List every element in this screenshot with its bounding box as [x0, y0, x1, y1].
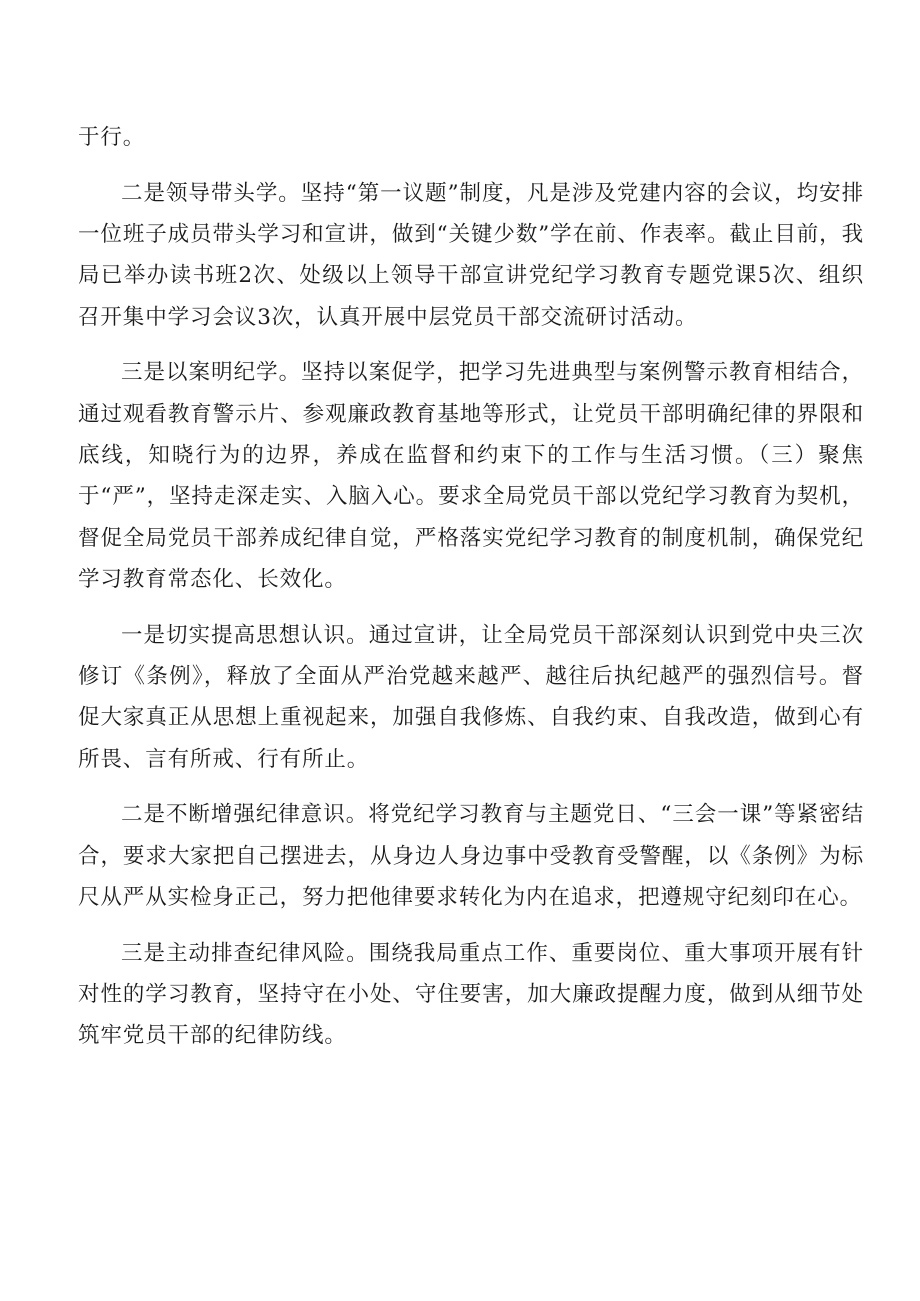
paragraph-leadership-study: 二是领导带头学。坚持“第一议题”制度，凡是涉及党建内容的会议，均安排一位班子成员带头学习和宣讲，做到“关键少数”学在前、作表率。截止目前，我局已举办读书班2次、处级以上领导干部宣讲党纪学习教育专题党课5次、组织召开集中学习会议3次，认真开展中层党员干部交流研讨活动。 [78, 180, 864, 330]
paragraph-raise-awareness: 一是切实提高思想认识。通过宣讲，让全局党员干部深刻认识到党中央三次修订《条例》，释放了全面从严治党越来越严、越往后执纪越严的强烈信号。督促大家真正从思想上重视起来，加强自我修炼、自我约束、自我改造，做到心有所畏、言有所戒、行有所止。 [78, 622, 864, 772]
paragraph-continuation: 于行。 [78, 125, 146, 150]
paragraph-discipline-consciousness: 二是不断增强纪律意识。将党纪学习教育与主题党日、“三会一课”等紧密结合，要求大家把自己摆进去，从身边人身边事中受教育受警醒，以《条例》为标尺从严从实检身正己，努力把他律要求转化为内在追求，把遵规守纪刻印在心。 [78, 802, 864, 911]
paragraph-case-study: 三是以案明纪学。坚持以案促学，把学习先进典型与案例警示教育相结合，通过观看教育警示片、参观廉政教育基地等形式，让党员干部明确纪律的界限和底线，知晓行为的边界，养成在监督和约束下的工作与生活习惯。（三）聚焦于“严”，坚持走深走实、入脑入心。要求全局党员干部以党纪学习教育为契机，督促全局党员干部养成纪律自觉，严格落实党纪学习教育的制度机制，确保党纪学习教育常态化、长效化。 [78, 360, 864, 592]
document-body [78, 117, 864, 1057]
paragraph-risk-screening: 三是主动排查纪律风险。围绕我局重点工作、重要岗位、重大事项开展有针对性的学习教育，坚持守在小处、守住要害，加大廉政提醒力度，做到从细节处筑牢党员干部的纪律防线。 [78, 940, 864, 1049]
